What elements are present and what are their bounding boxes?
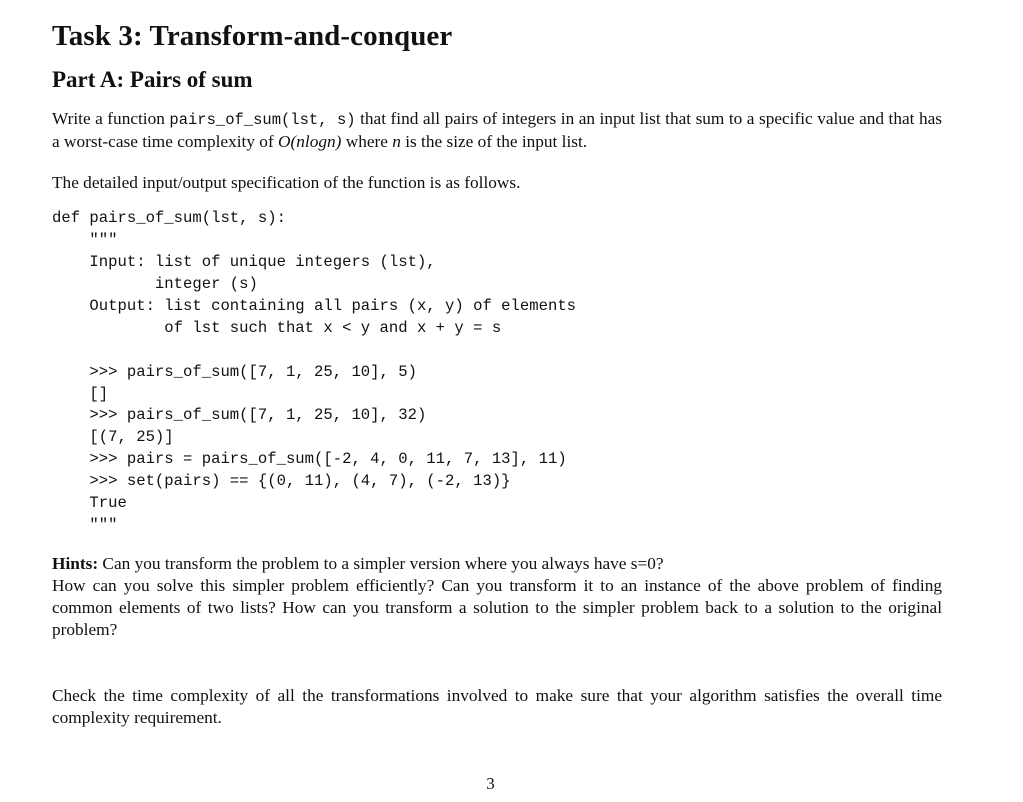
code-line: """: [52, 230, 118, 249]
hints-label: Hints:: [52, 554, 99, 573]
code-line: >>> pairs_of_sum([7, 1, 25, 10], 5): [52, 362, 417, 381]
variable-n: n: [392, 132, 401, 151]
function-signature: pairs_of_sum(lst, s): [169, 111, 356, 129]
code-line: of lst such that x < y and x + y = s: [52, 318, 502, 337]
spec-paragraph: The detailed input/output specification of the function is as follows.: [52, 173, 521, 192]
code-line: >>> pairs = pairs_of_sum([-2, 4, 0, 11, 7, 13], 11): [52, 450, 567, 469]
intro-text-1: Write a function: [52, 109, 170, 128]
page-number: 3: [486, 774, 495, 793]
code-line: [52, 340, 576, 362]
check-paragraph: Check the time complexity of all the transformations involved to make sure that your algorithm satisfies the overall time complexity requirement.: [52, 686, 942, 727]
code-block: [52, 208, 576, 537]
code-line: []: [52, 384, 109, 403]
hints-paragraph: [52, 553, 942, 641]
complexity-expression: O(nlogn): [278, 132, 342, 151]
code-line: def pairs_of_sum(lst, s):: [52, 209, 286, 227]
intro-text-3: where: [341, 132, 393, 151]
intro-paragraph: [52, 108, 942, 153]
task-heading: Task 3: Transform-and-conquer: [52, 20, 453, 52]
code-line: [(7, 25)]: [52, 428, 174, 447]
code-line: >>> set(pairs) == {(0, 11), (4, 7), (-2, 13)}: [52, 472, 511, 491]
code-line: >>> pairs_of_sum([7, 1, 25, 10], 32): [52, 406, 427, 425]
code-line: Input: list of unique integers (lst),: [52, 252, 436, 271]
code-line: integer (s): [52, 274, 258, 293]
part-heading: Part A: Pairs of sum: [52, 67, 253, 92]
hints-rest: How can you solve this simpler problem efficiently? Can you transform it to an instance of the above problem of finding common elements of two lists? How can you transform a solution to the simpler problem back to a solution to the original problem?: [52, 576, 942, 639]
code-line: True: [52, 494, 127, 513]
intro-text-2: that find all pairs of integers in an input list that sum to a specific value and that has a worst-case time complexity of: [52, 109, 942, 151]
intro-text-4: is the size of the input list.: [400, 132, 588, 151]
code-line: Output: list containing all pairs (x, y) of elements: [52, 296, 577, 315]
hints-line-1: Can you transform the problem to a simpler version where you always have s=0?: [98, 554, 664, 573]
code-line: """: [52, 516, 118, 535]
